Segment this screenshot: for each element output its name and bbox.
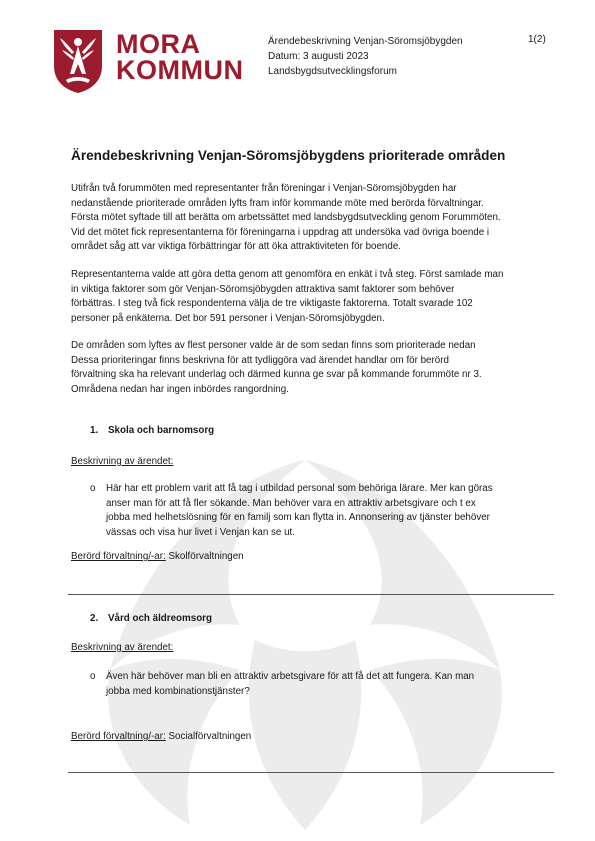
survey-paragraph: Representanterna valde att göra detta genom att genomföra en enkät i två steg. Först samlade man in viktiga faktorer som gör Venjan-Söromsjöbygden attraktiva samt faktorer som behöver förbättras. I steg två fick respondenterna välja de tre viktigaste faktorerna. Totalt svarade 102 personer på enkäterna. Det bor 591 personer i Venjan-Söromsjöbygden. [71,269,504,324]
bullet-icon: o [90,671,96,682]
mora-kommun-logo [52,28,252,98]
header-meta [268,34,558,79]
section-heading-1: 1. Skola och barnomsorg [90,425,215,436]
document-title: Ärendebeskrivning Venjan-Söromsjöbygdens prioriterade områden [71,148,506,163]
intro-paragraph: Utifrån två forummöten med representanter från föreningar i Venjan-Söromsjöbygden har nedanstående prioriterade områden lyfts fram inför kommande möte med berörda förvaltningar. Första mötet syftade till att berätta om arbetssättet med landsbygdsutveckling genom Forummöten. Vid det mötet fick representanterna för föreningarna i uppdrag att undersöka vad övriga boende i området såg att var viktiga förbättringar för att öka attraktiviteten för boende. [71,183,501,252]
section-divider [68,594,554,595]
section-divider [68,772,554,773]
bullet-icon: o [90,483,96,494]
department-line-1: Berörd förvaltning/-ar: Skolförvaltningen [71,551,244,562]
section-heading-2: 2. Vård och äldreomsorg [90,613,212,624]
header-forum: Landsbygdsutvecklingsforum [268,66,397,77]
description-label-1: Beskrivning av ärendet: [71,456,174,467]
mora-coat-of-arms-icon [52,28,104,94]
logo-wordmark: MORA KOMMUN [116,29,244,85]
header-title: Ärendebeskrivning Venjan-Söromsjöbygden [268,36,463,47]
department-line-2: Berörd förvaltning/-ar: Socialförvaltningen [71,731,252,742]
description-label-2: Beskrivning av ärendet: [71,642,174,653]
header-date: Datum: 3 augusti 2023 [268,51,369,62]
page-number: 1(2) [528,34,546,45]
priorities-paragraph: De områden som lyftes av flest personer valde är de som sedan finns som prioriterade nedan Dessa prioriteringar finns beskrivna för att tydliggöra vad ärendet handlar om för berörd förvaltning ska ha relevant underlag och därmed kunna ge svar på kommande forummöte nr 3. Områdena nedan har ingen inbördes rangordning. [71,340,482,395]
